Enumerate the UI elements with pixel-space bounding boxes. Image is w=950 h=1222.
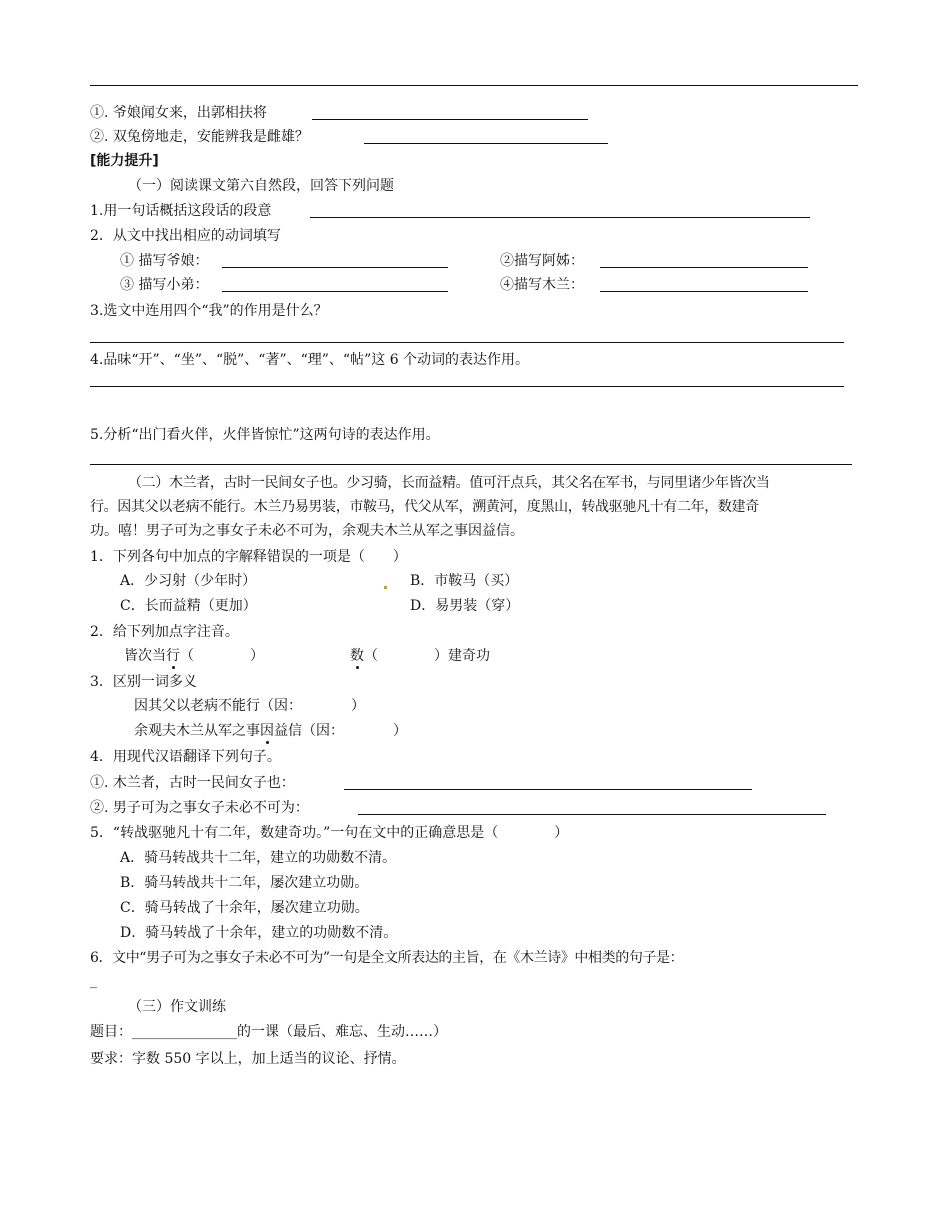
- part2-q2: 2．给下列加点字注音。: [90, 624, 239, 640]
- q5-option-d: D．骑马转战了十余年，建立的功勋数不清。: [120, 925, 398, 941]
- part2-q5: 5．“转战驱驰凡十有二年，数建奇功。”一句在文中的正确意思是（ ）: [90, 825, 569, 841]
- part1-title: （一）阅读课文第六自然段，回答下列问题: [128, 178, 394, 194]
- part1-q5: 5.分析“出门看火伴，火伴皆惊忙”这两句诗的表达作用。: [90, 427, 440, 443]
- answer-line[interactable]: [358, 814, 826, 815]
- option-d: D．易男装（穿）: [410, 598, 520, 614]
- answer-line[interactable]: [344, 789, 752, 790]
- translation-q2: ②. 双兔傍地走，安能辨我是雌雄？: [90, 129, 309, 145]
- part3-title: （三）作文训练: [128, 999, 226, 1015]
- part1-q1: 1.用一句话概括这段话的段意: [90, 203, 272, 219]
- answer-line[interactable]: [90, 464, 852, 465]
- q5-option-a: A．骑马转战共十二年，建立的功勋数不清。: [120, 850, 397, 866]
- part1-q2: 2．从文中找出相应的动词填写: [90, 228, 281, 244]
- translation-q1: ①. 爷娘闻女来，出郭相扶将: [90, 105, 267, 121]
- answer-line[interactable]: [222, 291, 448, 292]
- answer-line[interactable]: [90, 386, 844, 387]
- answer-line[interactable]: [364, 143, 608, 144]
- section-heading: [能力提升]: [90, 153, 159, 169]
- q5-option-c: C．骑马转战了十余年，屡次建立功勋。: [120, 900, 369, 916]
- option-a: A．少习射（少年时）: [120, 573, 257, 589]
- part2-q4: 4．用现代汉语翻译下列句子。: [90, 749, 281, 765]
- answer-line[interactable]: [90, 342, 844, 343]
- essay-requirement: 要求：字数 550 字以上，加上适当的议论、抒情。: [90, 1051, 406, 1067]
- pinyin-a: 皆次当行（ ）: [124, 648, 264, 664]
- header-rule: [90, 85, 858, 86]
- part1-q2-b: ②描写阿姊：: [500, 253, 584, 269]
- passage-line: 行。因其父以老病不能行。木兰乃易男装，市鞍马，代父从军，溯黄河，度黑山，转战驱驰凡十有二年，数建奇: [90, 499, 759, 515]
- part1-q2-a: ① 描写爷娘：: [120, 253, 209, 269]
- part2-q1: 1．下列各句中加点的字解释错误的一项是（ ）: [90, 549, 407, 565]
- marker-dot: [384, 586, 387, 589]
- polysemy-b: 余观夫木兰从军之事因益信（因： ）: [134, 723, 407, 739]
- polysemy-a: 因其父以老病不能行（因： ）: [134, 698, 365, 714]
- part1-q2-c: ③ 描写小弟：: [120, 277, 209, 293]
- part2-q6: 6．文中“男子可为之事女子未必不可为”一句是全文所表达的主旨，在《木兰诗》中相类的句子是：: [90, 950, 684, 966]
- answer-line[interactable]: [222, 267, 448, 268]
- essay-topic: 题目：_______________的一课（最后、难忘、生动……）: [90, 1024, 447, 1040]
- translate-a: ①. 木兰者，古时一民间女子也：: [90, 775, 295, 791]
- q5-option-b: B．骑马转战共十二年，屡次建立功勋。: [120, 875, 369, 891]
- translate-b: ②. 男子可为之事女子未必不可为：: [90, 800, 309, 816]
- pinyin-b: 数（ ）建奇功: [350, 648, 490, 664]
- answer-blank[interactable]: _: [90, 973, 97, 989]
- answer-line[interactable]: [310, 217, 810, 218]
- answer-line[interactable]: [600, 267, 808, 268]
- option-b: B．市鞍马（买）: [410, 573, 519, 589]
- part2-q3: 3．区别一词多义: [90, 674, 197, 690]
- part1-q3: 3.选文中连用四个“我”的作用是什么？: [90, 303, 328, 319]
- passage-line: （二）木兰者，古时一民间女子也。少习骑，长而益精。值可汗点兵，其父名在军书，与同里诸少年皆次当: [128, 475, 770, 491]
- option-c: C．长而益精（更加）: [120, 598, 257, 614]
- part1-q2-d: ④描写木兰：: [500, 277, 584, 293]
- answer-line[interactable]: [600, 291, 808, 292]
- part1-q4: 4.品味“开”、“坐”、“脱”、“著”、“理”、“帖”这 6 个动词的表达作用。: [90, 352, 530, 368]
- answer-line[interactable]: [312, 119, 588, 120]
- passage-line: 功。嘻！男子可为之事女子未必不可为，余观夫木兰从军之事因益信。: [90, 523, 524, 539]
